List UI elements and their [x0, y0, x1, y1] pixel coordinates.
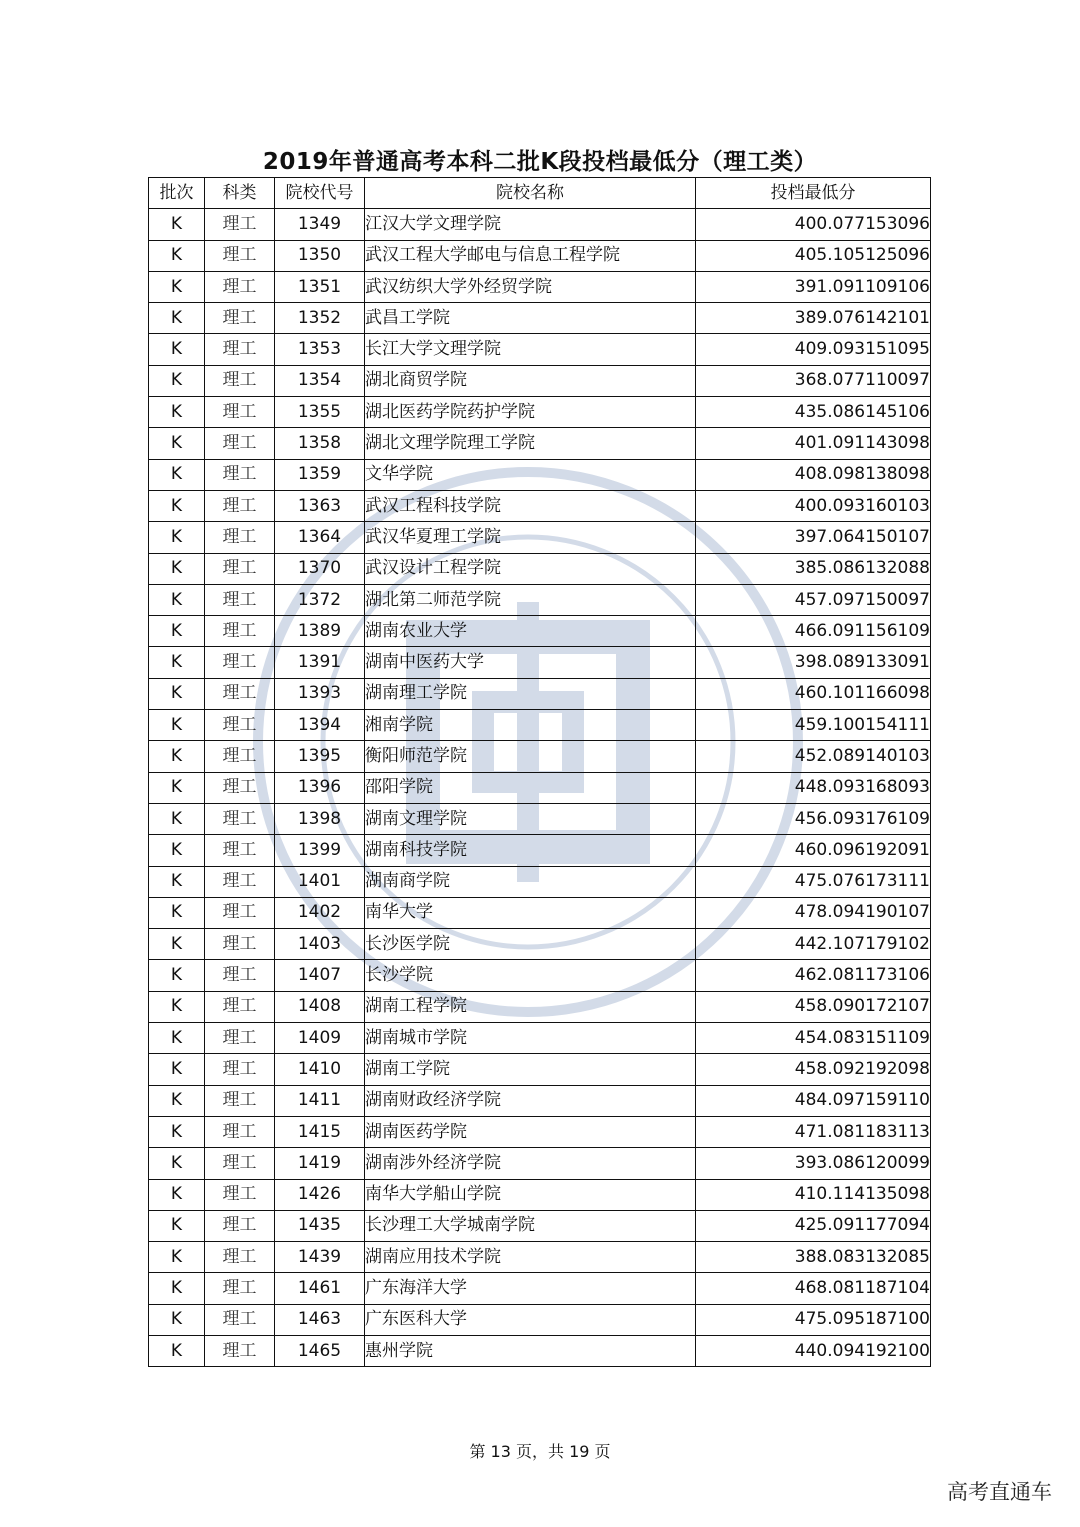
- cell-batch: K: [149, 647, 205, 678]
- cell-batch: K: [149, 334, 205, 365]
- cell-school-name: 惠州学院: [365, 1335, 696, 1366]
- cell-category: 理工: [205, 1116, 275, 1147]
- cell-code: 1435: [275, 1210, 365, 1241]
- cell-category: 理工: [205, 991, 275, 1022]
- cell-batch: K: [149, 991, 205, 1022]
- cell-batch: K: [149, 1210, 205, 1241]
- cell-category: 理工: [205, 1085, 275, 1116]
- table-row: [149, 271, 931, 302]
- cell-code: 1355: [275, 397, 365, 428]
- cell-code: 1393: [275, 678, 365, 709]
- table-row: [149, 960, 931, 991]
- cell-min-score: 452.089140103: [696, 741, 931, 772]
- cell-code: 1370: [275, 553, 365, 584]
- table-row: [149, 303, 931, 334]
- cell-min-score: 400.093160103: [696, 490, 931, 521]
- cell-min-score: 448.093168093: [696, 772, 931, 803]
- cell-category: 理工: [205, 553, 275, 584]
- table-row: [149, 1054, 931, 1085]
- cell-code: 1372: [275, 584, 365, 615]
- cell-school-name: 长沙理工大学城南学院: [365, 1210, 696, 1241]
- cell-school-name: 湖北商贸学院: [365, 365, 696, 396]
- table-row: [149, 1304, 931, 1335]
- page-title: 2019年普通高考本科二批K段投档最低分（理工类）: [262, 149, 818, 175]
- cell-code: 1358: [275, 428, 365, 459]
- table-row: [149, 1116, 931, 1147]
- cell-category: 理工: [205, 303, 275, 334]
- table-row: [149, 490, 931, 521]
- cell-min-score: 409.093151095: [696, 334, 931, 365]
- cell-school-name: 武汉华夏理工学院: [365, 522, 696, 553]
- cell-batch: K: [149, 741, 205, 772]
- cell-batch: K: [149, 1148, 205, 1179]
- cell-batch: K: [149, 1335, 205, 1366]
- page-footer: 第 13 页，共 19 页: [469, 1442, 611, 1461]
- cell-code: 1407: [275, 960, 365, 991]
- cell-min-score: 408.098138098: [696, 459, 931, 490]
- cell-category: 理工: [205, 459, 275, 490]
- cell-batch: K: [149, 397, 205, 428]
- cell-min-score: 458.092192098: [696, 1054, 931, 1085]
- table-row: [149, 803, 931, 834]
- cell-min-score: 475.076173111: [696, 866, 931, 897]
- table-row: [149, 835, 931, 866]
- cell-min-score: 468.081187104: [696, 1273, 931, 1304]
- cell-category: 理工: [205, 897, 275, 928]
- cell-code: 1403: [275, 929, 365, 960]
- cell-batch: K: [149, 1242, 205, 1273]
- table-row: [149, 459, 931, 490]
- table-row: [149, 741, 931, 772]
- cell-code: 1463: [275, 1304, 365, 1335]
- cell-school-name: 湖南财政经济学院: [365, 1085, 696, 1116]
- cell-min-score: 425.091177094: [696, 1210, 931, 1241]
- cell-min-score: 391.091109106: [696, 271, 931, 302]
- cell-category: 理工: [205, 1242, 275, 1273]
- table-row: [149, 772, 931, 803]
- cell-category: 理工: [205, 960, 275, 991]
- cell-category: 理工: [205, 616, 275, 647]
- table-row: [149, 428, 931, 459]
- cell-code: 1419: [275, 1148, 365, 1179]
- cell-school-name: 武汉工程大学邮电与信息工程学院: [365, 240, 696, 271]
- cell-batch: K: [149, 1179, 205, 1210]
- cell-min-score: 400.077153096: [696, 209, 931, 240]
- cell-code: 1461: [275, 1273, 365, 1304]
- cell-category: 理工: [205, 490, 275, 521]
- cell-school-name: 衡阳师范学院: [365, 741, 696, 772]
- table-row: [149, 1148, 931, 1179]
- cell-code: 1389: [275, 616, 365, 647]
- cell-batch: K: [149, 303, 205, 334]
- cell-code: 1399: [275, 835, 365, 866]
- cell-school-name: 湘南学院: [365, 710, 696, 741]
- table-row: [149, 897, 931, 928]
- cell-school-name: 武昌工学院: [365, 303, 696, 334]
- cell-batch: K: [149, 929, 205, 960]
- table-row: [149, 365, 931, 396]
- cell-batch: K: [149, 522, 205, 553]
- cell-category: 理工: [205, 678, 275, 709]
- table-row: [149, 710, 931, 741]
- cell-batch: K: [149, 209, 205, 240]
- header-batch: 批次: [149, 178, 205, 209]
- cell-min-score: 460.101166098: [696, 678, 931, 709]
- table-row: [149, 1210, 931, 1241]
- table-row: [149, 553, 931, 584]
- cell-category: 理工: [205, 647, 275, 678]
- cell-school-name: 湖北第二师范学院: [365, 584, 696, 615]
- cell-batch: K: [149, 1304, 205, 1335]
- cell-code: 1359: [275, 459, 365, 490]
- table-row: [149, 522, 931, 553]
- table-row: [149, 678, 931, 709]
- cell-code: 1349: [275, 209, 365, 240]
- cell-min-score: 475.095187100: [696, 1304, 931, 1335]
- cell-category: 理工: [205, 1304, 275, 1335]
- cell-code: 1410: [275, 1054, 365, 1085]
- cell-school-name: 湖南工程学院: [365, 991, 696, 1022]
- cell-code: 1352: [275, 303, 365, 334]
- cell-batch: K: [149, 1054, 205, 1085]
- cell-school-name: 湖南应用技术学院: [365, 1242, 696, 1273]
- cell-school-name: 武汉设计工程学院: [365, 553, 696, 584]
- cell-school-name: 广东海洋大学: [365, 1273, 696, 1304]
- cell-school-name: 武汉工程科技学院: [365, 490, 696, 521]
- cell-school-name: 湖南中医药大学: [365, 647, 696, 678]
- cell-category: 理工: [205, 428, 275, 459]
- cell-category: 理工: [205, 1210, 275, 1241]
- table-row: [149, 1179, 931, 1210]
- cell-min-score: 368.077110097: [696, 365, 931, 396]
- cell-batch: K: [149, 960, 205, 991]
- cell-code: 1395: [275, 741, 365, 772]
- table-row: [149, 334, 931, 365]
- cell-batch: K: [149, 553, 205, 584]
- cell-batch: K: [149, 490, 205, 521]
- cell-min-score: 457.097150097: [696, 584, 931, 615]
- table-row: [149, 209, 931, 240]
- cell-min-score: 478.094190107: [696, 897, 931, 928]
- cell-category: 理工: [205, 584, 275, 615]
- cell-code: 1353: [275, 334, 365, 365]
- cell-batch: K: [149, 584, 205, 615]
- table-row: [149, 616, 931, 647]
- cell-min-score: 398.089133091: [696, 647, 931, 678]
- cell-code: 1398: [275, 803, 365, 834]
- cell-category: 理工: [205, 1148, 275, 1179]
- cell-batch: K: [149, 1085, 205, 1116]
- cell-code: 1401: [275, 866, 365, 897]
- cell-school-name: 湖南文理学院: [365, 803, 696, 834]
- cell-category: 理工: [205, 1179, 275, 1210]
- cell-min-score: 484.097159110: [696, 1085, 931, 1116]
- cell-category: 理工: [205, 397, 275, 428]
- cell-code: 1409: [275, 1023, 365, 1054]
- table-row: [149, 1242, 931, 1273]
- cell-batch: K: [149, 866, 205, 897]
- cell-batch: K: [149, 428, 205, 459]
- cell-min-score: 388.083132085: [696, 1242, 931, 1273]
- cell-batch: K: [149, 710, 205, 741]
- cell-code: 1426: [275, 1179, 365, 1210]
- cell-category: 理工: [205, 1023, 275, 1054]
- cell-code: 1363: [275, 490, 365, 521]
- cell-school-name: 南华大学船山学院: [365, 1179, 696, 1210]
- cell-batch: K: [149, 1023, 205, 1054]
- cell-code: 1396: [275, 772, 365, 803]
- cell-school-name: 湖北医药学院药护学院: [365, 397, 696, 428]
- cell-category: 理工: [205, 929, 275, 960]
- cell-min-score: 442.107179102: [696, 929, 931, 960]
- score-table: [148, 177, 931, 1367]
- cell-code: 1354: [275, 365, 365, 396]
- cell-min-score: 405.105125096: [696, 240, 931, 271]
- cell-school-name: 湖南商学院: [365, 866, 696, 897]
- cell-school-name: 文华学院: [365, 459, 696, 490]
- cell-school-name: 长江大学文理学院: [365, 334, 696, 365]
- cell-category: 理工: [205, 334, 275, 365]
- cell-category: 理工: [205, 1054, 275, 1085]
- header-score: 投档最低分: [696, 178, 931, 209]
- table-row: [149, 1085, 931, 1116]
- table-row: [149, 647, 931, 678]
- table-row: [149, 1023, 931, 1054]
- cell-min-score: 435.086145106: [696, 397, 931, 428]
- cell-batch: K: [149, 616, 205, 647]
- cell-school-name: 长沙医学院: [365, 929, 696, 960]
- cell-batch: K: [149, 772, 205, 803]
- cell-min-score: 458.090172107: [696, 991, 931, 1022]
- cell-school-name: 广东医科大学: [365, 1304, 696, 1335]
- cell-school-name: 湖南科技学院: [365, 835, 696, 866]
- cell-batch: K: [149, 678, 205, 709]
- cell-min-score: 410.114135098: [696, 1179, 931, 1210]
- table-row: [149, 1335, 931, 1366]
- cell-school-name: 湖南城市学院: [365, 1023, 696, 1054]
- cell-school-name: 武汉纺织大学外经贸学院: [365, 271, 696, 302]
- cell-min-score: 401.091143098: [696, 428, 931, 459]
- cell-min-score: 389.076142101: [696, 303, 931, 334]
- cell-min-score: 459.100154111: [696, 710, 931, 741]
- cell-school-name: 湖南农业大学: [365, 616, 696, 647]
- cell-category: 理工: [205, 522, 275, 553]
- cell-min-score: 462.081173106: [696, 960, 931, 991]
- source-label: 高考直通车: [947, 1480, 1052, 1504]
- cell-batch: K: [149, 271, 205, 302]
- cell-category: 理工: [205, 1335, 275, 1366]
- cell-code: 1394: [275, 710, 365, 741]
- cell-category: 理工: [205, 209, 275, 240]
- cell-min-score: 454.083151109: [696, 1023, 931, 1054]
- cell-school-name: 湖南医药学院: [365, 1116, 696, 1147]
- cell-batch: K: [149, 835, 205, 866]
- cell-min-score: 460.096192091: [696, 835, 931, 866]
- cell-category: 理工: [205, 772, 275, 803]
- cell-min-score: 440.094192100: [696, 1335, 931, 1366]
- cell-code: 1350: [275, 240, 365, 271]
- cell-code: 1415: [275, 1116, 365, 1147]
- cell-min-score: 393.086120099: [696, 1148, 931, 1179]
- table-row: [149, 1273, 931, 1304]
- cell-batch: K: [149, 897, 205, 928]
- cell-school-name: 湖南理工学院: [365, 678, 696, 709]
- cell-batch: K: [149, 1116, 205, 1147]
- table-row: [149, 866, 931, 897]
- cell-code: 1439: [275, 1242, 365, 1273]
- cell-school-name: 湖南涉外经济学院: [365, 1148, 696, 1179]
- cell-min-score: 466.091156109: [696, 616, 931, 647]
- cell-code: 1391: [275, 647, 365, 678]
- header-name: 院校名称: [365, 178, 696, 209]
- cell-batch: K: [149, 803, 205, 834]
- cell-batch: K: [149, 240, 205, 271]
- header-category: 科类: [205, 178, 275, 209]
- cell-code: 1402: [275, 897, 365, 928]
- table-row: [149, 240, 931, 271]
- table-row: [149, 991, 931, 1022]
- cell-category: 理工: [205, 240, 275, 271]
- cell-category: 理工: [205, 866, 275, 897]
- cell-category: 理工: [205, 271, 275, 302]
- cell-category: 理工: [205, 835, 275, 866]
- table-row: [149, 584, 931, 615]
- cell-school-name: 江汉大学文理学院: [365, 209, 696, 240]
- cell-min-score: 471.081183113: [696, 1116, 931, 1147]
- table-header-row: [149, 178, 931, 209]
- cell-code: 1408: [275, 991, 365, 1022]
- cell-min-score: 397.064150107: [696, 522, 931, 553]
- cell-school-name: 湖南工学院: [365, 1054, 696, 1085]
- table-row: [149, 397, 931, 428]
- cell-category: 理工: [205, 365, 275, 396]
- table-row: [149, 929, 931, 960]
- header-code: 院校代号: [275, 178, 365, 209]
- cell-batch: K: [149, 1273, 205, 1304]
- cell-batch: K: [149, 459, 205, 490]
- cell-category: 理工: [205, 741, 275, 772]
- cell-batch: K: [149, 365, 205, 396]
- cell-category: 理工: [205, 1273, 275, 1304]
- cell-min-score: 385.086132088: [696, 553, 931, 584]
- cell-code: 1465: [275, 1335, 365, 1366]
- cell-min-score: 456.093176109: [696, 803, 931, 834]
- cell-category: 理工: [205, 710, 275, 741]
- cell-code: 1411: [275, 1085, 365, 1116]
- cell-school-name: 湖北文理学院理工学院: [365, 428, 696, 459]
- cell-school-name: 长沙学院: [365, 960, 696, 991]
- cell-category: 理工: [205, 803, 275, 834]
- cell-school-name: 南华大学: [365, 897, 696, 928]
- cell-school-name: 邵阳学院: [365, 772, 696, 803]
- cell-code: 1364: [275, 522, 365, 553]
- cell-code: 1351: [275, 271, 365, 302]
